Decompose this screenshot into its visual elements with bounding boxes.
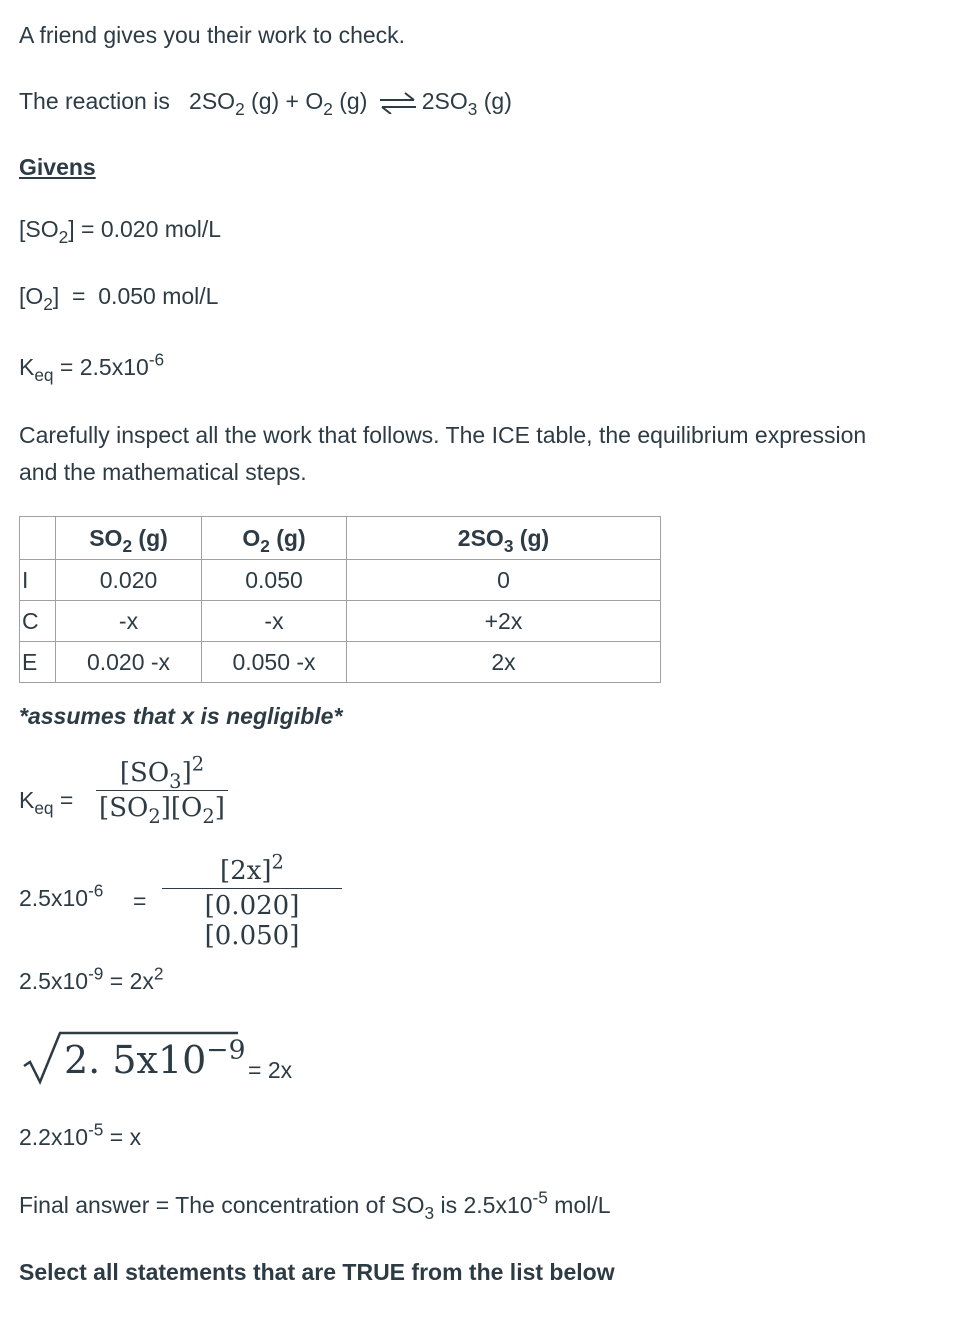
ice-cell: 0 (347, 560, 661, 601)
reaction-equation (19, 88, 512, 120)
intro-text: A friend gives you their work to check. (19, 22, 406, 48)
instructions-line-1: Carefully inspect all the work that follows. The ICE table, the equilibrium expression (19, 422, 867, 448)
ice-row-initial (20, 560, 661, 601)
ice-table (19, 516, 661, 683)
step1-equals: = (133, 888, 147, 914)
ice-row-label: E (20, 642, 56, 683)
givens-heading: Givens (19, 154, 96, 180)
keq-numerator: $[SO_3]^2$ (119, 752, 205, 793)
ice-cell: 0.050 (202, 560, 347, 601)
ice-row-label: C (20, 601, 56, 642)
select-prompt: Select all statements that are TRUE from the list below (19, 1259, 615, 1285)
instructions-line-2: and the mathematical steps. (19, 459, 307, 485)
ice-cell: 0.020 (56, 560, 202, 601)
final-answer: Final answer = The concentration of $SO_3$ is $2.5x10^{-5}$ mol/L (19, 1187, 611, 1224)
equilibrium-arrow-icon (378, 92, 418, 114)
product-so3: $2SO_3$ (g) (421, 88, 512, 120)
step1-lhs: $2.5x10^{-6}$ (19, 880, 104, 911)
step1-numerator: $[2x]^2$ (220, 850, 284, 886)
assumption-note: *assumes that x is negligible* (19, 703, 343, 729)
given-so2: $[SO_2] = 0.020$ mol/L (19, 216, 222, 248)
step4: $2.2x10^{-5} = x$ (19, 1119, 142, 1150)
keq-expression-fraction (96, 752, 228, 828)
given-keq: $K_{eq} = 2.5x10^{-6}$ (19, 349, 165, 386)
ice-cell: +2x (347, 601, 661, 642)
reaction-label: The reaction is (19, 88, 170, 114)
ice-header-row (20, 517, 661, 560)
keq-denominator: $[SO_2][O_2]$ (99, 793, 225, 828)
given-o2: $[O_2] = 0.050$ mol/L (19, 283, 219, 315)
ice-header-corner (20, 517, 56, 560)
ice-row-change (20, 601, 661, 642)
fraction-bar (162, 888, 342, 889)
ice-cell: 2x (347, 642, 661, 683)
ice-cell: 0.050 -x (202, 642, 347, 683)
fraction-bar (96, 790, 228, 791)
ice-cell: -x (202, 601, 347, 642)
step3-rhs: = 2x (248, 1057, 293, 1083)
ice-cell: -x (56, 601, 202, 642)
ice-header-so2: $SO_2$ (g) (56, 517, 202, 560)
ice-header-o2: $O_2$ (g) (202, 517, 347, 560)
ice-row-equilibrium (20, 642, 661, 683)
ice-cell: 0.020 -x (56, 642, 202, 683)
step1-denominator: [0.020][0.050] (204, 891, 300, 951)
step1-fraction (162, 850, 342, 951)
keq-expression-lhs: $K_{eq}$ = (19, 787, 74, 819)
reactant-so2: $2SO_2$ $(g) + O_2$ (g) (189, 88, 368, 120)
ice-header-so3: $2SO_3$ (g) (347, 517, 661, 560)
step2: $2.5x10^{-9} = 2x^2$ (19, 963, 164, 994)
ice-row-label: I (20, 560, 56, 601)
step3-radicand: 2. $5x10^{-9}$ (64, 1034, 246, 1082)
